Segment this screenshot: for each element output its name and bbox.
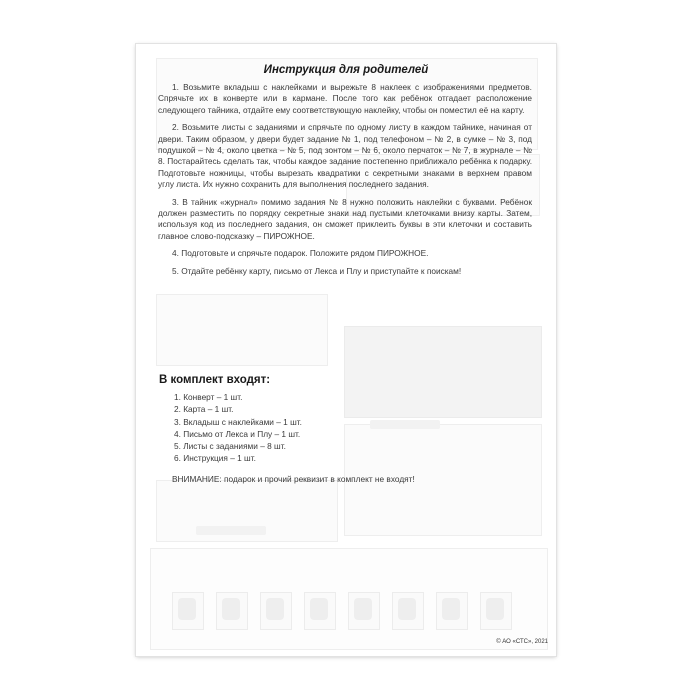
instruction-sheet xyxy=(136,44,556,656)
list-item: 2. Карта – 1 шт. xyxy=(174,404,234,415)
instruction-paragraph: 2. Возьмите листы с заданиями и спрячьте по одному листу в каждом тайнике, начиная от двери. Таким образом, у двери будет задание № 1, под телефоном – № 2, в сумке – № 3, под подушкой – № 4, около цветка – № 5, под зонтом – № 6, около перчаток – № 7, в журнале – № 8. Постарайтесь сделать так, чтобы каждое задание постепенно приближало ребёнка к подарку. Подготовьте ножницы, чтобы вырезать квадратики с секретными знаками в верхнем правом углу листа. Их нужно сохранить для выполнения последнего задания. xyxy=(158,122,532,190)
sheet-content xyxy=(136,44,556,656)
list-item: 3. Вкладыш с наклейками – 1 шт. xyxy=(174,416,302,427)
kit-heading: В комплект входят: xyxy=(159,374,271,386)
instruction-paragraph: 4. Подготовьте и спрячьте подарок. Положите рядом ПИРОЖНОЕ. xyxy=(172,248,429,259)
instructions-text xyxy=(158,82,532,283)
warning-note: ВНИМАНИЕ: подарок и прочий реквизит в комплект не входят! xyxy=(172,474,415,484)
list-item: 5. Листы с заданиями – 8 шт. xyxy=(174,441,286,452)
instruction-paragraph: 3. В тайник «журнал» помимо задания № 8 нужно положить наклейки с буквами. Ребёнок должен разместить по порядку секретные знаки над пустыми клеточками внизу карты. Затем, используя код из последнего задания, он сможет приклеить буквы в эти клеточки и составить главное слово-подсказку – ПИРОЖНОЕ. xyxy=(158,196,532,241)
instruction-paragraph: 5. Отдайте ребёнку карту, письмо от Лекса и Плу и приступайте к поискам! xyxy=(172,265,462,276)
list-item: 6. Инструкция – 1 шт. xyxy=(174,453,256,464)
list-item: 4. Письмо от Лекса и Плу – 1 шт. xyxy=(174,428,301,439)
copyright: © АО «СТС», 2021 xyxy=(496,639,548,645)
instruction-paragraph: 1. Возьмите вкладыш с наклейками и вырежьте 8 наклеек с изображениями предметов. Спрячьте их в конверте или в кармане. После того как ребёнок отгадает расположение следующего тайника, отдайте ему соответствующую наклейку, чтобы он поместил её на карту. xyxy=(158,82,532,115)
list-item: 1. Конверт – 1 шт. xyxy=(174,392,243,402)
kit-list xyxy=(174,391,302,465)
page-title: Инструкция для родителей xyxy=(263,64,429,76)
